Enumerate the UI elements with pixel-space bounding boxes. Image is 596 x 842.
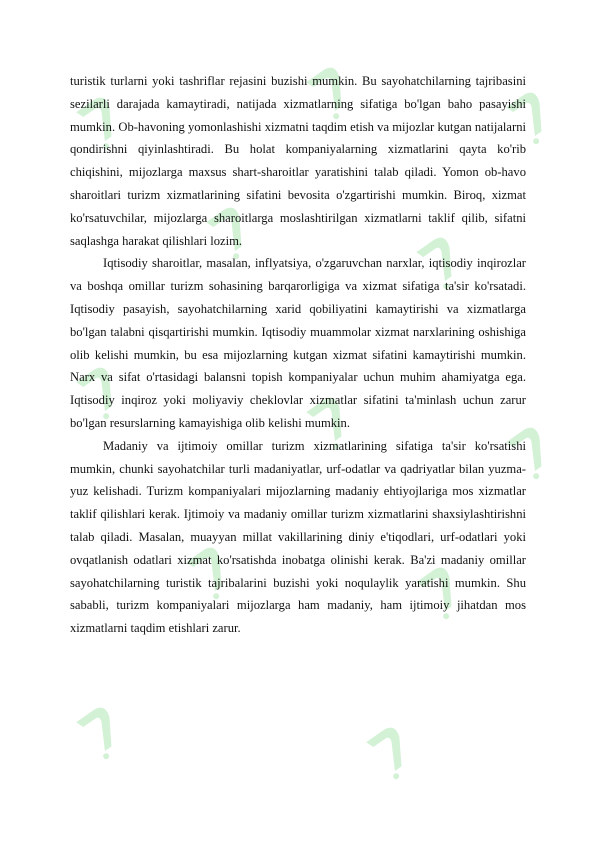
watermark-icon — [58, 688, 142, 772]
paragraph: Iqtisodiy sharoitlar, masalan, inflyatsiya, o'zgaruvchan narxlar, iqtisodiy inqirozlar va boshqa omillar turizm sohasining barqarorligiga va xizmat sifatiga ta'sir ko'rsatadi. Iqtisodiy pasayish, sayohatchilarning xarid qobiliyatini kamaytirishi va xizmatlarga bo'lgan talabni qisqartirishi mumkin. Iqtisodiy muammolar xizmat narxlarining oshishiga olib kelishi mumkin, bu esa mijozlarning kutgan xizmat sifatini kamaytirishi mumkin. Narx va sifat o'rtasidagi balansni topish kompaniyalar uchun muhim ahamiyatga ega. Iqtisodiy inqiroz yoki moliyaviy cheklovlar xizmatlar sifatini ta'minlash uchun zarur bo'lgan resurslarning kamayishiga olib kelishi mumkin. — [70, 256, 526, 430]
watermark-icon — [348, 708, 432, 792]
body-text — [70, 70, 526, 640]
paragraph: Madaniy va ijtimoiy omillar turizm xizmatlarining sifatiga ta'sir ko'rsatishi mumkin, chunki sayohatchilar turli madaniyatlar, urf-odatlar va qadriyatlar bilan yuzma-yuz kelishadi. Turizm kompaniyalari mijozlarning madaniy ehtiyojlariga mos xizmatlar taklif qilishlari kerak. Ijtimoiy va madaniy omillar turizm xizmatlarini shaxsiylashtirishni talab qiladi. Masalan, muayyan millat vakillarining diniy e'tiqodlari, urf-odatlari yoki ovqatlanish odatlari xizmat ko'rsatishda inobatga olinishi kerak. Ba'zi madaniy omillar sayohatchilarning turistik tajribalarini buzishi yoki noqulaylik yaratishi mumkin. Shu sababli, turizm kompaniyalari mijozlarga ham madaniy, ham ijtimoiy jihatdan mos xizmatlarni taqdim etishlari zarur. — [70, 438, 526, 636]
paragraph: turistik turlarni yoki tashriflar rejasini buzishi mumkin. Bu sayohatchilarning tajribasini sezilarli darajada kamaytiradi, natijada xizmatlarning sifatiga bo'lgan baho pasayishi mumkin. Ob-havoning yomonlashishi xizmatni taqdim etish va mijozlar kutgan natijalarni qondirishni qiyinlashtiradi. Bu holat kompaniyalarning xizmatlarini qayta ko'rib chiqishini, mijozlarga maxsus shart-sharoitlar yaratishini talab qiladi. Yomon ob-havo sharoitlari turizm xizmatlarining sifatini bevosita o'zgartirishi mumkin. Biroq, xizmat ko'rsatuvchilar, mijozlarga sharoitlarga moslashtirilgan xizmatlarni taklif qilib, sifatni saqlashga harakat qilishlari lozim. — [70, 74, 526, 248]
